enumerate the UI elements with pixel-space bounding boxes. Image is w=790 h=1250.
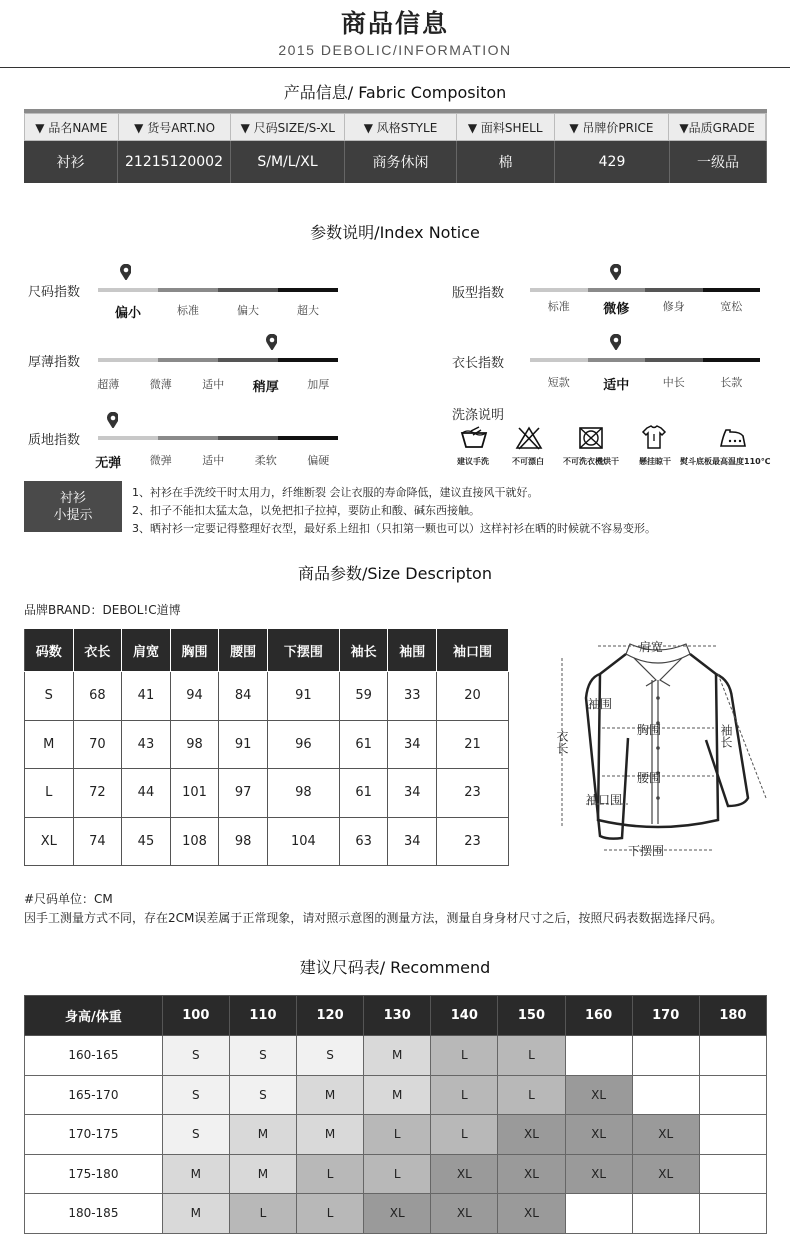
size-cell: M xyxy=(297,1115,364,1155)
brand-line: 品牌BRAND：DEBOL!C道博 xyxy=(24,603,181,617)
scale-tick-label: 微弹 xyxy=(149,454,172,467)
size-index-label: 尺码指数 xyxy=(28,285,81,300)
location-pin-icon xyxy=(265,334,277,350)
table-cell: 23 xyxy=(437,817,509,866)
diagram-chest-label: 胸围 xyxy=(637,723,662,737)
wash-caption: 熨斗底板最高温度110℃ xyxy=(680,457,771,466)
wash-caption: 不可漂白 xyxy=(512,457,544,466)
size-cell xyxy=(632,1075,699,1115)
scale-tick-label: 短款 xyxy=(547,376,570,389)
tips-box-line: 小提示 xyxy=(53,508,93,523)
texture-index-label: 质地指数 xyxy=(28,433,81,448)
scale-segment xyxy=(278,288,338,292)
table-cell: 63 xyxy=(339,817,388,866)
size-cell: L xyxy=(498,1075,565,1115)
corner-header: 身高/体重 xyxy=(25,996,163,1036)
product-info-header-cell: ▼ 风格STYLE xyxy=(345,114,457,140)
table-cell: 44 xyxy=(122,769,171,818)
scale-tick-label: 无弹 xyxy=(95,456,122,471)
section-title-index: 参数说明/Index Notice xyxy=(310,223,480,242)
table-cell: 84 xyxy=(219,672,268,721)
scale-segment xyxy=(218,288,278,292)
size-cell: L xyxy=(431,1075,498,1115)
table-row xyxy=(25,817,509,866)
tip-item: 2、扣子不能扣太猛太急，以免把扣子拉掉，要防止和酸、碱东西接触。 xyxy=(132,504,480,517)
size-cell: XL xyxy=(565,1115,632,1155)
product-info-header xyxy=(24,113,767,141)
size-cell: M xyxy=(162,1154,229,1194)
column-header: 码数 xyxy=(25,629,74,672)
scale-tick-label: 微修 xyxy=(603,302,630,317)
weight-header: 110 xyxy=(229,996,296,1036)
length-index-label: 衣长指数 xyxy=(452,356,505,371)
table-cell: 91 xyxy=(267,672,339,721)
thickness-index-label: 厚薄指数 xyxy=(28,355,81,370)
table-header-row xyxy=(25,629,509,672)
size-cell: L xyxy=(297,1194,364,1234)
size-cell xyxy=(699,1194,766,1234)
size-cell: S xyxy=(297,1036,364,1076)
scale-segment xyxy=(645,288,703,292)
size-cell: L xyxy=(498,1036,565,1076)
table-cell: 108 xyxy=(170,817,219,866)
column-header: 胸围 xyxy=(170,629,219,672)
size-cell xyxy=(565,1194,632,1234)
size-cell: XL xyxy=(498,1115,565,1155)
size-cell xyxy=(632,1036,699,1076)
shirt-measure-diagram xyxy=(548,628,778,868)
tip-item: 3、晒衬衫一定要记得整理好衣型，最好系上纽扣（只扣第一颗也可以）这样衬衫在晒的时候就不容易变形。 xyxy=(132,522,656,535)
size-cell: XL xyxy=(498,1154,565,1194)
scale-tick-label: 超大 xyxy=(297,304,319,317)
product-info-value-cell: 21215120002 xyxy=(118,141,231,183)
scale-tick-label: 柔软 xyxy=(254,454,277,467)
table-cell: 61 xyxy=(339,720,388,769)
product-info-value-cell: 棉 xyxy=(457,141,555,183)
product-info-value-cell: 衬衫 xyxy=(24,141,118,183)
size-cell: S xyxy=(162,1036,229,1076)
recommend-table xyxy=(24,995,767,1234)
table-row xyxy=(25,1194,767,1234)
scale-tick-label: 宽松 xyxy=(720,300,743,313)
page-subtitle: 2015 DEBOLIC/INFORMATION xyxy=(278,42,512,58)
no-tumble-dry-icon xyxy=(578,426,604,450)
scale-tick-label: 修身 xyxy=(662,300,685,313)
tips-box xyxy=(24,481,122,532)
column-header: 肩宽 xyxy=(122,629,171,672)
table-row xyxy=(25,1115,767,1155)
diagram-waist-label: 腰围 xyxy=(637,771,662,785)
column-header: 袖长 xyxy=(339,629,388,672)
size-cell: XL xyxy=(632,1154,699,1194)
scale-segment xyxy=(703,288,761,292)
size-cell: XL xyxy=(431,1194,498,1234)
scale-tick-label: 适中 xyxy=(603,378,630,393)
table-cell: 41 xyxy=(122,672,171,721)
scale-tick-label: 中长 xyxy=(662,376,685,389)
product-info-header-cell: ▼ 面料SHELL xyxy=(457,114,555,140)
weight-header: 140 xyxy=(431,996,498,1036)
scale-segment xyxy=(218,358,278,362)
table-cell: M xyxy=(25,720,74,769)
size-cell: XL xyxy=(431,1154,498,1194)
scale-tick-label: 适中 xyxy=(202,378,225,391)
product-info-header-cell: ▼ 货号ART.NO xyxy=(119,114,232,140)
table-header-row xyxy=(25,996,767,1036)
size-cell xyxy=(699,1036,766,1076)
weight-header: 130 xyxy=(364,996,431,1036)
column-header: 袖围 xyxy=(388,629,437,672)
table-cell: 34 xyxy=(388,720,437,769)
scale-segment xyxy=(218,436,278,440)
wash-label: 洗涤说明 xyxy=(452,408,505,423)
table-cell: 45 xyxy=(122,817,171,866)
size-cell: XL xyxy=(565,1075,632,1115)
size-cell xyxy=(565,1036,632,1076)
product-info-value-cell: S/M/L/XL xyxy=(231,141,345,183)
measure-note: 因手工测量方式不同，存在2CM误差属于正常现象，请对照示意图的测量方法，测量自身身材尺寸之后，按照尺码表数据选择尺码。 xyxy=(24,911,723,925)
size-cell: M xyxy=(364,1075,431,1115)
diagram-hem-label: 下摆围 xyxy=(628,844,665,858)
page-title: 商品信息 xyxy=(340,9,449,38)
scale-segment xyxy=(158,358,218,362)
size-cell: M xyxy=(364,1036,431,1076)
height-cell: 175-180 xyxy=(25,1154,163,1194)
diagram-cuff-label: 袖口围 xyxy=(586,793,623,807)
product-info-value-cell: 商务休闲 xyxy=(345,141,457,183)
size-cell: XL xyxy=(498,1194,565,1234)
weight-header: 160 xyxy=(565,996,632,1036)
unit-note: #尺码单位：CM xyxy=(24,892,113,906)
scale-tick-label: 长款 xyxy=(720,376,743,389)
location-pin-icon xyxy=(119,264,131,280)
product-info-header-cell: ▼ 吊牌价PRICE xyxy=(555,114,670,140)
table-cell: 34 xyxy=(388,769,437,818)
fit-index-label: 版型指数 xyxy=(452,286,505,301)
column-header: 袖口围 xyxy=(437,629,509,672)
table-row xyxy=(25,720,509,769)
size-cell xyxy=(699,1075,766,1115)
table-cell: 23 xyxy=(437,769,509,818)
table-cell: S xyxy=(25,672,74,721)
size-cell: XL xyxy=(364,1194,431,1234)
location-pin-icon xyxy=(106,412,118,428)
weight-header: 150 xyxy=(498,996,565,1036)
table-cell: 70 xyxy=(73,720,122,769)
size-cell xyxy=(632,1194,699,1234)
scale-segment xyxy=(530,358,588,362)
scale-tick-label: 偏大 xyxy=(237,304,259,317)
wash-caption: 不可洗衣機烘干 xyxy=(563,457,619,466)
hand-wash-icon xyxy=(459,425,489,451)
table-cell: 97 xyxy=(219,769,268,818)
scale-segment xyxy=(98,358,158,362)
table-cell: 33 xyxy=(388,672,437,721)
product-info-value-cell: 一级品 xyxy=(670,141,767,183)
scale-tick-label: 稍厚 xyxy=(252,380,279,395)
size-cell: M xyxy=(162,1194,229,1234)
size-cell xyxy=(699,1115,766,1155)
table-cell: 43 xyxy=(122,720,171,769)
scale-tick-label: 标准 xyxy=(547,300,570,313)
scale-tick-label: 加厚 xyxy=(307,378,330,391)
column-header: 衣长 xyxy=(73,629,122,672)
section-title-fabric: 产品信息/ Fabric Compositon xyxy=(283,83,507,102)
scale-segment xyxy=(530,288,588,292)
size-cell: M xyxy=(297,1075,364,1115)
height-cell: 180-185 xyxy=(25,1194,163,1234)
weight-header: 180 xyxy=(699,996,766,1036)
scale-segment xyxy=(645,358,703,362)
no-bleach-icon xyxy=(515,425,543,451)
tips-box-line: 衬衫 xyxy=(59,491,86,506)
scale-tick-label: 适中 xyxy=(202,454,225,467)
size-cell: XL xyxy=(632,1115,699,1155)
scale-tick-label: 微薄 xyxy=(149,378,172,391)
table-cell: 101 xyxy=(170,769,219,818)
scale-segment xyxy=(278,358,338,362)
location-pin-icon xyxy=(609,334,621,350)
size-cell: S xyxy=(229,1075,296,1115)
table-cell: 34 xyxy=(388,817,437,866)
size-cell: S xyxy=(162,1075,229,1115)
table-row xyxy=(25,1075,767,1115)
table-cell: 68 xyxy=(73,672,122,721)
table-row xyxy=(25,1036,767,1076)
scale-segment xyxy=(278,436,338,440)
table-cell: 61 xyxy=(339,769,388,818)
table-cell: 104 xyxy=(267,817,339,866)
scale-segment xyxy=(158,436,218,440)
table-cell: 21 xyxy=(437,720,509,769)
scale-segment xyxy=(98,288,158,292)
size-cell: L xyxy=(364,1154,431,1194)
scale-tick-label: 偏小 xyxy=(114,306,141,321)
product-info-header-cell: ▼ 品名NAME xyxy=(25,114,119,140)
table-cell: 91 xyxy=(219,720,268,769)
table-cell: 20 xyxy=(437,672,509,721)
size-cell: L xyxy=(431,1115,498,1155)
column-header: 腰围 xyxy=(219,629,268,672)
size-cell: XL xyxy=(565,1154,632,1194)
scale-segment xyxy=(588,358,646,362)
table-cell: 98 xyxy=(170,720,219,769)
weight-header: 120 xyxy=(297,996,364,1036)
size-cell: S xyxy=(229,1036,296,1076)
scale-segment xyxy=(703,358,761,362)
iron-icon xyxy=(718,426,748,450)
diagram-shoulder-label: 肩宽 xyxy=(639,640,664,654)
size-cell: M xyxy=(229,1154,296,1194)
column-header: 下摆围 xyxy=(267,629,339,672)
height-cell: 170-175 xyxy=(25,1115,163,1155)
diagram-sleeve-len-label: 袖长 xyxy=(719,724,733,748)
table-cell: 94 xyxy=(170,672,219,721)
table-row xyxy=(25,672,509,721)
scale-tick-label: 标准 xyxy=(177,304,199,317)
scale-tick-label: 偏硬 xyxy=(307,454,330,467)
scale-tick-label: 超薄 xyxy=(97,378,120,391)
size-cell: M xyxy=(229,1115,296,1155)
size-cell: S xyxy=(162,1115,229,1155)
table-cell: 96 xyxy=(267,720,339,769)
section-title-recommend: 建议尺码表/ Recommend xyxy=(299,958,491,977)
wash-caption: 建议手洗 xyxy=(457,457,489,466)
size-cell: L xyxy=(229,1194,296,1234)
table-cell: 98 xyxy=(267,769,339,818)
weight-header: 100 xyxy=(162,996,229,1036)
table-cell: 74 xyxy=(73,817,122,866)
section-title-size: 商品参数/Size Descripton xyxy=(297,564,492,583)
wash-caption: 懸挂晾干 xyxy=(639,457,671,466)
scale-segment xyxy=(98,436,158,440)
size-cell: L xyxy=(431,1036,498,1076)
size-cell: L xyxy=(297,1154,364,1194)
table-cell: 98 xyxy=(219,817,268,866)
diagram-sleeve-circ-label: 袖围 xyxy=(588,697,613,711)
product-info-header-cell: ▼ 尺码SIZE/S-XL xyxy=(231,114,345,140)
size-cell: L xyxy=(364,1115,431,1155)
table-row xyxy=(25,769,509,818)
diagram-length-label: 衣长 xyxy=(555,730,569,754)
product-info-value-cell: 429 xyxy=(555,141,670,183)
size-table xyxy=(24,628,509,866)
table-cell: XL xyxy=(25,817,74,866)
table-cell: 72 xyxy=(73,769,122,818)
table-cell: L xyxy=(25,769,74,818)
size-cell xyxy=(699,1154,766,1194)
location-pin-icon xyxy=(609,264,621,280)
product-info-header-cell: ▼品质GRADE xyxy=(669,114,766,140)
hang-dry-icon xyxy=(641,424,667,450)
scale-segment xyxy=(158,288,218,292)
table-row xyxy=(25,1154,767,1194)
tip-item: 1、衬衫在手洗绞干时太用力，纤维断裂 会让衣服的寿命降低，建议直接风干就好。 xyxy=(132,486,539,499)
product-info-row xyxy=(24,141,767,183)
divider xyxy=(0,67,790,68)
height-cell: 160-165 xyxy=(25,1036,163,1076)
height-cell: 165-170 xyxy=(25,1075,163,1115)
scale-segment xyxy=(588,288,646,292)
table-cell: 59 xyxy=(339,672,388,721)
weight-header: 170 xyxy=(632,996,699,1036)
